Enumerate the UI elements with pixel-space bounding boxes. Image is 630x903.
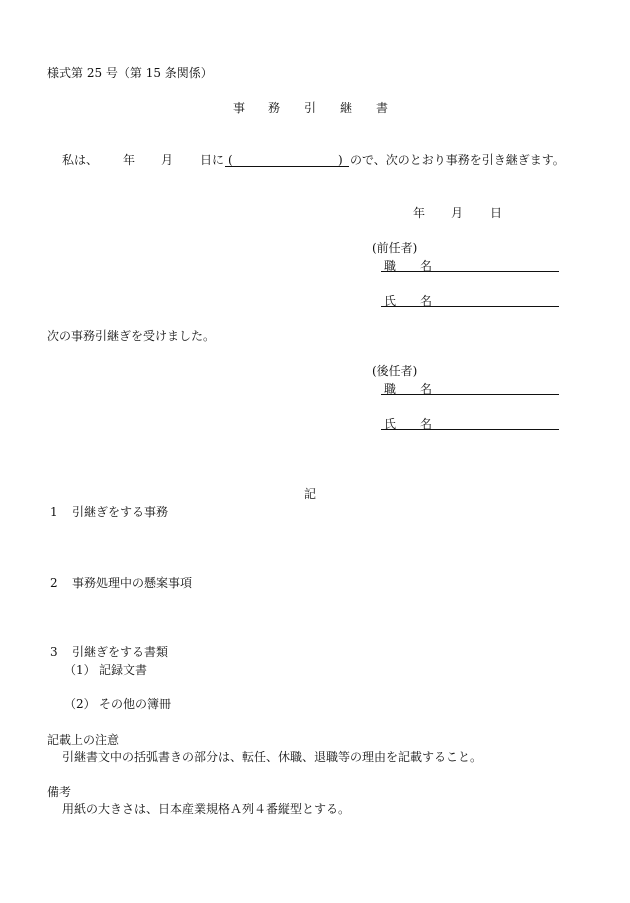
post-label-char: 職 [384, 382, 397, 396]
successor-post-line [381, 394, 559, 395]
form-number: 様式第 25 号（第 15 条関係） [47, 66, 213, 80]
date-day: 日 [490, 206, 503, 220]
title-char: 事 [233, 101, 246, 115]
post-label-char: 名 [420, 259, 433, 273]
subitem-number: （1） [64, 663, 96, 677]
item-number: 1 [50, 505, 58, 519]
item-label: 引継ぎをする書類 [72, 645, 169, 659]
post-label-char: 名 [420, 382, 433, 396]
notes-heading: 記載上の注意 [47, 733, 120, 747]
name-label-char: 氏 [384, 417, 397, 431]
statement-suffix: ので、次のとおり事務を引き継ぎます。 [350, 153, 565, 167]
name-label-char: 名 [420, 294, 433, 308]
item-number: 3 [50, 645, 58, 659]
received-statement: 次の事務引継ぎを受けました。 [47, 329, 216, 343]
title-char: 務 [268, 101, 281, 115]
successor-heading: (後任者) [372, 364, 418, 378]
title-char: 引 [304, 101, 317, 115]
name-label-char: 氏 [384, 294, 397, 308]
predecessor-post-line [381, 271, 559, 272]
name-label-char: 名 [420, 417, 433, 431]
item-label: 引継ぎをする事務 [72, 505, 169, 519]
paren-close: ) [338, 153, 343, 167]
predecessor-name-line [381, 306, 559, 307]
reason-underline [225, 166, 349, 167]
statement-month: 月 [161, 153, 174, 167]
predecessor-heading: (前任者) [372, 241, 418, 255]
post-label-char: 職 [384, 259, 397, 273]
remarks-heading: 備考 [47, 785, 72, 799]
subitem-label: その他の簿冊 [99, 697, 172, 711]
subitem-label: 記録文書 [99, 663, 148, 677]
statement-year: 年 [123, 153, 136, 167]
title-char: 継 [340, 101, 353, 115]
date-year: 年 [413, 206, 426, 220]
remarks-text: 用紙の大きさは、日本産業規格Ａ列４番縦型とする。 [62, 802, 351, 816]
item-number: 2 [50, 576, 58, 590]
ki-heading: 記 [304, 487, 317, 501]
statement-prefix: 私は、 [62, 153, 99, 167]
successor-name-line [381, 429, 559, 430]
subitem-number: （2） [64, 697, 96, 711]
paren-open: ( [228, 153, 233, 167]
date-month: 月 [451, 206, 464, 220]
item-label: 事務処理中の懸案事項 [72, 576, 193, 590]
notes-text: 引継書文中の括弧書きの部分は、転任、休職、退職等の理由を記載すること。 [62, 750, 483, 764]
title-char: 書 [376, 101, 389, 115]
statement-day: 日に [200, 153, 225, 167]
